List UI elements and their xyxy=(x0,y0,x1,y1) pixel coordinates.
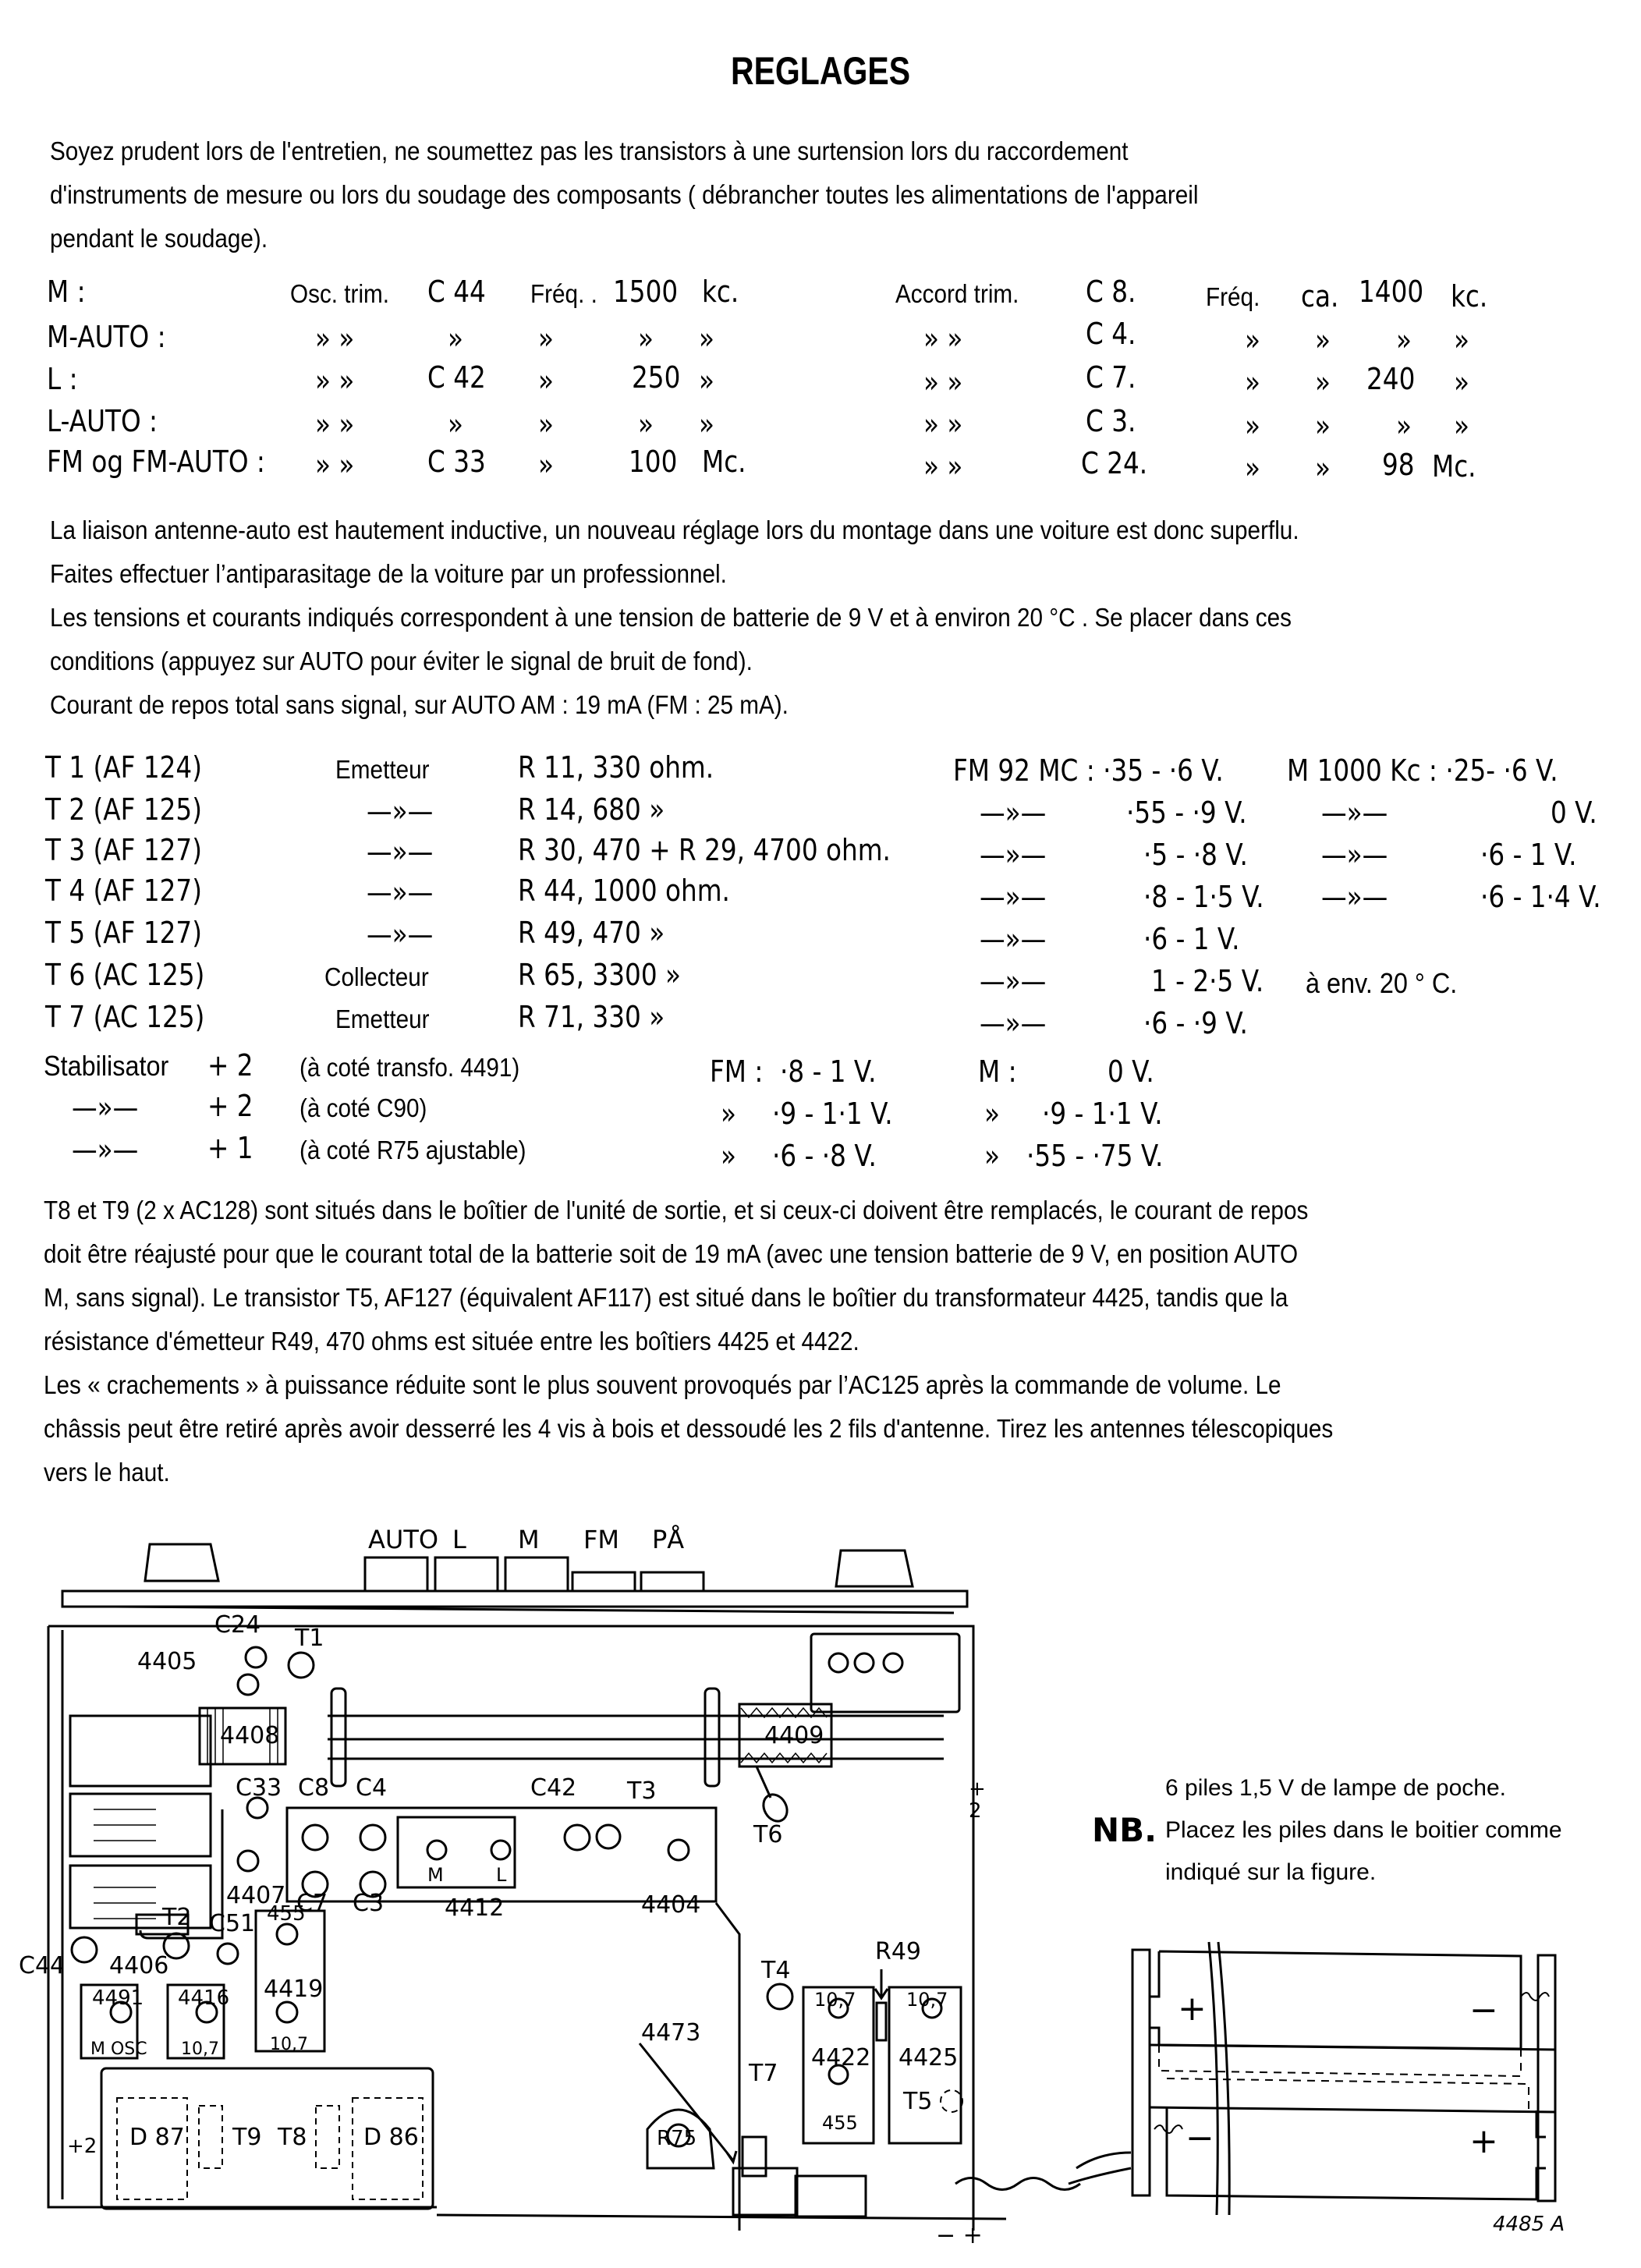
button-label-l: L xyxy=(452,1525,466,1554)
trim-acc-freq: » xyxy=(1396,409,1412,443)
trim-osc-label: » » xyxy=(315,407,355,441)
stab-location: (à coté transfo. 4491) xyxy=(299,1053,520,1082)
trim-acc-freq-label: » xyxy=(1245,409,1260,443)
service-line: châssis peut être retiré après avoir desserré les 4 vis à bois et dessoudé les 2 fils d'antenne. Tirez les antennes télescopiques xyxy=(44,1414,1334,1443)
trim-osc-c: C 33 xyxy=(427,445,486,479)
volume-knob xyxy=(145,1544,218,1581)
transistor-m-voltage: 0 V. xyxy=(1551,796,1597,830)
label-r75: R75 xyxy=(657,2127,697,2150)
label-455: 455 xyxy=(267,1902,306,1926)
note-line: La liaison antenne-auto est hautement inductive, un nouveau réglage lors du montage dans une voiture est donc superflu. xyxy=(50,516,1299,544)
label-4491: 4491 xyxy=(92,1986,144,2010)
intro-paragraph xyxy=(50,129,1198,260)
stab-fm-label: » xyxy=(721,1139,736,1173)
stab-label: —»— xyxy=(72,1090,139,1125)
label-t4: T4 xyxy=(761,1957,791,1984)
trim-osc-c: C 42 xyxy=(427,360,486,395)
label-4406: 4406 xyxy=(109,1952,169,1979)
battery-holder xyxy=(955,1942,1555,2215)
transistor-fm-voltage: FM 92 MC : ·35 - ·6 V. xyxy=(953,753,1224,788)
nb-line: Placez les piles dans le boitier comme xyxy=(1165,1817,1562,1843)
button-l xyxy=(435,1557,498,1591)
trimmer-c24 xyxy=(246,1647,266,1667)
trim-acc-freq-label: Fréq. xyxy=(1206,282,1260,311)
trim-osc-freq: 1500 xyxy=(613,275,679,309)
label-battery-minus: − xyxy=(1469,1990,1498,2030)
trim-acc-unit: Mc. xyxy=(1432,449,1476,484)
label-455: 455 xyxy=(822,2112,858,2134)
trim-acc-unit: kc. xyxy=(1451,279,1488,314)
stab-plus: + 2 xyxy=(207,1089,253,1123)
trim-osc-label: » » xyxy=(315,448,355,482)
label-c24: C24 xyxy=(214,1611,261,1639)
label-r49: R49 xyxy=(875,1938,922,1965)
stab-fm-label: » xyxy=(721,1097,736,1131)
intro-line: pendant le soudage). xyxy=(50,224,268,253)
trim-osc-label: Osc. trim. xyxy=(290,279,390,308)
trim-acc-c: C 24. xyxy=(1081,446,1148,480)
nb-line: indiqué sur la figure. xyxy=(1165,1859,1377,1885)
trimmer-c44 xyxy=(72,1937,97,1962)
label-c42: C42 xyxy=(530,1774,577,1802)
temperature-note: à env. 20 ° C. xyxy=(1306,967,1458,999)
page-title: REGLAGES xyxy=(730,49,911,93)
trimmer-4419 xyxy=(277,2002,297,2022)
trim-acc-c: C 7. xyxy=(1086,360,1136,395)
trim-osc-unit: » xyxy=(699,321,714,356)
trim-osc-freq-label: » xyxy=(538,363,554,398)
fm-ditto: —»— xyxy=(980,922,1047,956)
m-ditto: —»— xyxy=(1321,796,1388,830)
transistor-resistor: R 71, 330 » xyxy=(518,1000,665,1034)
trim-acc-freq-label: » xyxy=(1245,365,1260,399)
transistor-resistor: R 49, 470 » xyxy=(518,916,665,950)
label-4409: 4409 xyxy=(764,1722,824,1749)
note-line: Courant de repos total sans signal, sur AUTO AM : 19 mA (FM : 25 mA). xyxy=(50,690,789,719)
transistor-resistor: R 30, 470 + R 29, 4700 ohm. xyxy=(518,833,891,867)
nb-mark: NB. xyxy=(1092,1811,1157,1849)
trim-acc-label: » » xyxy=(923,407,963,441)
trim-acc-c: C 3. xyxy=(1086,404,1136,438)
trim-osc-unit: kc. xyxy=(702,275,739,309)
label-10-7: 10,7 xyxy=(270,2035,308,2054)
service-line: T8 et T9 (2 x AC128) sont situés dans le boîtier de l'unité de sortie, et si ceux-ci doivent être remplacés, le courant de repos xyxy=(44,1196,1309,1224)
trim-osc-freq: » xyxy=(638,321,654,356)
transistor-fm-voltage: 1 - 2·5 V. xyxy=(1151,964,1264,998)
label-t8: T8 xyxy=(278,2124,307,2151)
trim-acc-label: » » xyxy=(923,365,963,399)
trim-acc-label: » » xyxy=(923,321,963,356)
trim-osc-label: » » xyxy=(315,321,355,356)
m-ditto: —»— xyxy=(1321,880,1388,914)
fm-ditto: —»— xyxy=(980,1006,1047,1040)
trim-acc-freq-label: » xyxy=(1245,451,1260,485)
trim-osc-c: » xyxy=(448,321,463,356)
transistor-id: T 5 (AF 127) xyxy=(45,916,202,950)
trim-osc-label: » » xyxy=(315,363,355,398)
fm-ditto: —»— xyxy=(980,964,1047,998)
transistor-fm-voltage: ·55 - ·9 V. xyxy=(1126,796,1247,830)
label-4404: 4404 xyxy=(641,1891,701,1919)
trim-acc-freq: 240 xyxy=(1366,362,1416,396)
stab-fm-voltage: ·8 - 1 V. xyxy=(780,1054,877,1089)
trim-band: M : xyxy=(47,275,86,309)
trim-osc-c: C 44 xyxy=(427,275,486,309)
service-paragraph xyxy=(44,1189,1333,1494)
stab-fm-label: FM : xyxy=(710,1054,764,1089)
stab-fm-voltage: ·9 - 1·1 V. xyxy=(772,1097,893,1131)
stab-plus: + 2 xyxy=(207,1048,253,1083)
stab-plus: + 1 xyxy=(207,1131,253,1165)
label-d87: D 87 xyxy=(129,2124,185,2151)
trimmer-4407 xyxy=(238,1851,258,1871)
transistor-t5 xyxy=(941,2090,962,2112)
intro-line: d'instruments de mesure ou lors du soudage des composants ( débrancher toutes les alimentations de l'appareil xyxy=(50,180,1199,209)
transistor-id: T 6 (AC 125) xyxy=(45,958,205,992)
trim-osc-freq: 100 xyxy=(629,445,678,479)
transistor-resistor: R 14, 680 » xyxy=(518,792,665,827)
figure-reference: 4485 A xyxy=(1493,2213,1565,2236)
rod-holder-right xyxy=(705,1689,719,1786)
button-auto xyxy=(365,1557,427,1591)
stab-location: (à coté C90) xyxy=(299,1093,427,1122)
label-plus2: +2 xyxy=(67,2135,97,2158)
transistor-id: T 1 (AF 124) xyxy=(45,750,202,785)
transistor-t1 xyxy=(289,1653,314,1678)
label-10-7: 10,7 xyxy=(814,1989,856,2011)
transistor-electrode: —»— xyxy=(367,875,434,909)
transistor-m-voltage: ·6 - 1·4 V. xyxy=(1480,880,1601,914)
rod-holder-left xyxy=(331,1689,346,1786)
button-label-pa: PÅ xyxy=(652,1525,685,1554)
label-4412-l: L xyxy=(496,1864,507,1886)
label-4473: 4473 xyxy=(641,2019,701,2047)
trim-acc-label: Accord trim. xyxy=(895,279,1019,308)
trim-osc-freq-label: » xyxy=(538,448,554,482)
label-t2: T2 xyxy=(162,1904,192,1931)
trimmer-4404 xyxy=(668,1840,689,1860)
trim-acc-c: C 4. xyxy=(1086,317,1136,351)
transistor-electrode: Emetteur xyxy=(335,755,430,784)
trim-acc-ca: » xyxy=(1315,451,1331,485)
transistor-t3 xyxy=(597,1825,620,1848)
trim-acc-unit: » xyxy=(1454,365,1469,399)
transistor-electrode: —»— xyxy=(367,917,434,951)
fm-ditto: —»— xyxy=(980,880,1047,914)
transistor-fm-voltage: ·8 - 1·5 V. xyxy=(1143,880,1264,914)
label-4419: 4419 xyxy=(264,1976,324,2003)
trim-band: L : xyxy=(47,362,78,396)
transistor-t4 xyxy=(767,1984,792,2009)
stab-label: Stabilisator xyxy=(44,1050,169,1082)
label-c3: C3 xyxy=(353,1890,385,1917)
trim-osc-freq: » xyxy=(638,407,654,441)
trimmer-4412-m xyxy=(427,1841,446,1859)
stab-m-voltage: 0 V. xyxy=(1108,1054,1154,1089)
trim-osc-unit: » xyxy=(699,407,714,441)
trim-band: L-AUTO : xyxy=(47,404,158,438)
stab-m-voltage: ·55 - ·75 V. xyxy=(1026,1139,1164,1173)
label-c4: C4 xyxy=(356,1774,388,1802)
trim-osc-freq: 250 xyxy=(632,360,681,395)
stab-m-voltage: ·9 - 1·1 V. xyxy=(1042,1097,1163,1131)
trim-acc-freq: 1400 xyxy=(1359,275,1424,309)
trim-acc-unit: » xyxy=(1454,409,1469,443)
button-pa xyxy=(641,1572,704,1591)
transistor-t6 xyxy=(759,1790,792,1825)
label-4422: 4422 xyxy=(811,2044,871,2071)
label-battery-plus: + xyxy=(1178,1989,1207,2029)
trim-band: M-AUTO : xyxy=(47,320,166,354)
transistor-t8 xyxy=(316,2106,339,2168)
service-line: vers le haut. xyxy=(44,1458,170,1487)
transistor-fm-voltage: ·6 - 1 V. xyxy=(1143,922,1240,956)
note-line: conditions (appuyez sur AUTO pour éviter le signal de bruit de fond). xyxy=(50,647,753,675)
transistor-id: T 2 (AF 125) xyxy=(45,792,202,827)
label-4425: 4425 xyxy=(898,2044,959,2071)
button-label-fm: FM xyxy=(583,1525,620,1554)
note-line: Faites effectuer l’antiparasitage de la voiture par un professionnel. xyxy=(50,559,727,588)
fm-ditto: —»— xyxy=(980,838,1047,872)
resistor-r49 xyxy=(877,2003,886,2040)
r49-arrow-icon xyxy=(875,1969,888,1998)
service-line: doit être réajusté pour que le courant total de la batterie soit de 19 mA (avec une tension batterie de 9 V, en position AUTO xyxy=(44,1239,1299,1268)
transistor-id: T 4 (AF 127) xyxy=(45,874,202,908)
intro-line: Soyez prudent lors de l'entretien, ne soumettez pas les transistors à une surtension lors du raccordement xyxy=(50,136,1129,165)
label-t5: T5 xyxy=(903,2088,933,2115)
label-m-osc: M OSC xyxy=(90,2039,147,2059)
transistor-resistor: R 65, 3300 » xyxy=(518,958,682,992)
label-c33: C33 xyxy=(236,1774,282,1802)
label-battery-plus: + xyxy=(1469,2121,1498,2161)
transistor-resistor: R 11, 330 ohm. xyxy=(518,750,714,785)
label-t9: T9 xyxy=(232,2124,262,2151)
label-4408: 4408 xyxy=(220,1722,280,1749)
transistor-fm-voltage: ·5 - ·8 V. xyxy=(1143,838,1248,872)
trim-osc-unit: » xyxy=(699,363,714,398)
label-t1: T1 xyxy=(295,1625,324,1652)
trimmer-c51 xyxy=(218,1944,238,1964)
transistor-electrode: Emetteur xyxy=(335,1005,430,1033)
label-c7: C7 xyxy=(296,1890,328,1917)
service-line: M, sans signal). Le transistor T5, AF127 (équivalent AF117) est situé dans le boîtier du transformateur 4425, tandis que la xyxy=(44,1283,1288,1312)
label-4407: 4407 xyxy=(226,1882,286,1909)
transistor-m-voltage: ·6 - 1 V. xyxy=(1480,838,1577,872)
label-10-7: 10,7 xyxy=(181,2039,219,2059)
button-m xyxy=(505,1557,568,1591)
stab-m-label: » xyxy=(984,1097,1000,1131)
trimmer-c8 xyxy=(303,1825,328,1850)
label-4412-m: M xyxy=(427,1864,444,1886)
trim-acc-ca: » xyxy=(1315,365,1331,399)
service-line: Les « crachements » à puissance réduite sont le plus souvent provoqués par l’AC125 après la commande de volume. Le xyxy=(44,1370,1281,1399)
transistor-resistor: R 44, 1000 ohm. xyxy=(518,874,730,908)
button-label-m: M xyxy=(518,1525,540,1554)
trim-osc-unit: Mc. xyxy=(702,445,746,479)
label-10-7: 10,7 xyxy=(906,1989,948,2011)
button-label-auto: AUTO xyxy=(368,1525,439,1554)
label-battery-minus: − xyxy=(1186,2118,1214,2158)
transistor-m-voltage: M 1000 Kc : ·25- ·6 V. xyxy=(1287,753,1558,788)
trimmer-4412-l xyxy=(491,1841,510,1859)
note-line: Les tensions et courants indiqués correspondent à une tension de batterie de 9 V et à environ 20 °C . Se placer dans ces xyxy=(50,603,1292,632)
stab-label: —»— xyxy=(72,1132,139,1167)
transistor-t9 xyxy=(199,2106,222,2168)
notes-paragraph xyxy=(50,509,1299,727)
label-t6: T6 xyxy=(753,1821,783,1848)
stab-location: (à coté R75 ajustable) xyxy=(299,1136,526,1164)
trim-acc-ca: » xyxy=(1315,323,1331,357)
transistor-t7 xyxy=(743,2137,766,2176)
transistor-fm-voltage: ·6 - ·9 V. xyxy=(1143,1006,1248,1040)
service-line: résistance d'émetteur R49, 470 ohms est située entre les boîtiers 4425 et 4422. xyxy=(44,1327,859,1355)
trim-acc-label: » » xyxy=(923,449,963,484)
trim-acc-c: C 8. xyxy=(1086,275,1136,309)
trim-osc-freq-label: » xyxy=(538,321,554,356)
label-plus: + xyxy=(969,1777,986,1801)
stab-m-label: M : xyxy=(978,1054,1017,1089)
trimmer-c42 xyxy=(565,1825,590,1850)
trimmer-c4 xyxy=(360,1825,385,1850)
trim-osc-c: » xyxy=(448,407,463,441)
trimmer-4405 xyxy=(238,1674,258,1695)
stab-fm-voltage: ·6 - ·8 V. xyxy=(772,1139,877,1173)
transistor-id: T 3 (AF 127) xyxy=(45,833,202,867)
tuning-knob xyxy=(836,1550,913,1586)
label-4416: 4416 xyxy=(178,1986,230,2010)
trimmer-455 xyxy=(277,1924,297,1944)
label-d86: D 86 xyxy=(363,2124,419,2151)
label-c51: C51 xyxy=(209,1910,256,1937)
label-c44: C44 xyxy=(19,1952,66,1979)
label-polarity: − + xyxy=(936,2222,983,2249)
nb-line: 6 piles 1,5 V de lampe de poche. xyxy=(1165,1775,1506,1801)
fm-ditto: —»— xyxy=(980,796,1047,830)
trim-acc-ca: » xyxy=(1315,409,1331,443)
trim-osc-freq-label: Fréq. . xyxy=(530,279,597,308)
trim-osc-freq-label: » xyxy=(538,407,554,441)
transistor-electrode: Collecteur xyxy=(324,962,429,991)
m-ditto: —»— xyxy=(1321,838,1388,872)
trim-acc-freq: » xyxy=(1396,323,1412,357)
trim-acc-freq-label: » xyxy=(1245,323,1260,357)
label-t3: T3 xyxy=(627,1777,657,1805)
transistor-electrode: —»— xyxy=(367,794,434,828)
label-t7: T7 xyxy=(749,2060,778,2087)
trim-band: FM og FM-AUTO : xyxy=(47,445,265,479)
trim-acc-freq: 98 xyxy=(1382,448,1415,482)
trim-acc-unit: » xyxy=(1454,323,1469,357)
transistor-id: T 7 (AC 125) xyxy=(45,1000,205,1034)
label-c8: C8 xyxy=(298,1774,330,1802)
stab-m-label: » xyxy=(984,1139,1000,1173)
label-2: 2 xyxy=(969,1799,982,1823)
chassis-diagram xyxy=(0,1497,1641,2268)
trim-acc-ca: ca. xyxy=(1301,279,1339,314)
push-buttons xyxy=(365,1557,704,1591)
button-fm xyxy=(572,1572,635,1591)
label-4412: 4412 xyxy=(445,1894,505,1922)
label-4405: 4405 xyxy=(137,1648,197,1675)
transistor-electrode: —»— xyxy=(367,835,434,869)
